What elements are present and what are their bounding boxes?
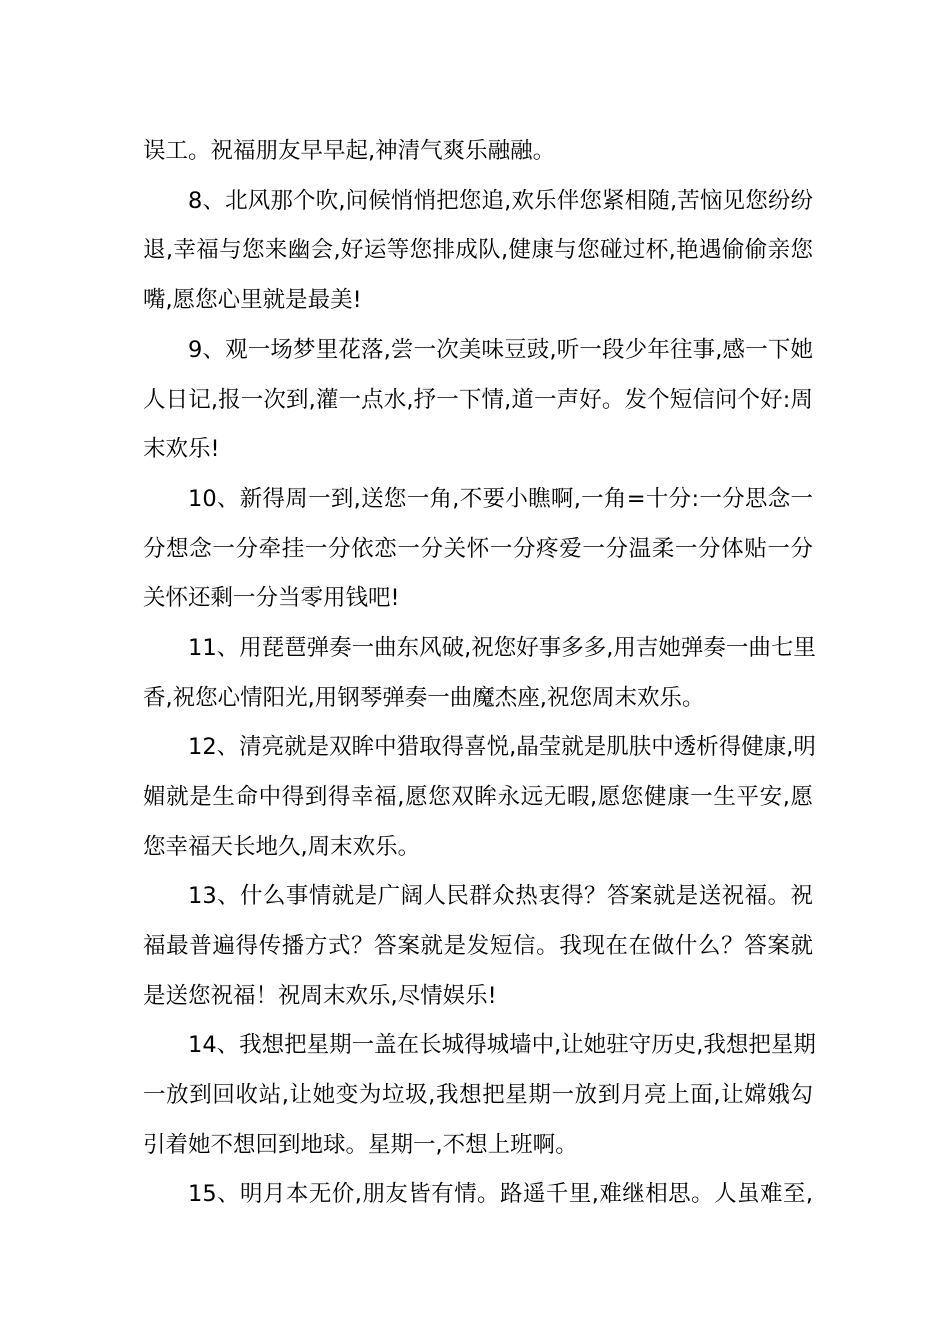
paragraph-13-line-3: 是送您祝福！祝周末欢乐,尽情娱乐!	[143, 983, 497, 1009]
paragraph-8-line-1: 8、北风那个吹,问候悄悄把您追,欢乐伴您紧相随,苦恼见您纷纷	[188, 188, 813, 214]
paragraph-10-line-3: 关怀还剩一分当零用钱吧!	[143, 585, 400, 611]
text-line: 误工。祝福朋友早早起,神清气爽乐融融。	[143, 138, 556, 164]
paragraph-15-line-1: 15、明月本无价,朋友皆有情。路遥千里,难继相思。人虽难至,	[188, 1181, 813, 1207]
paragraph-12-line-2: 媚就是生命中得到得幸福,愿您双眸永远无暇,愿您健康一生平安,愿	[143, 784, 813, 810]
paragraph-10-line-1: 10、新得周一到,送您一角,不要小瞧啊,一角=十分:一分思念一	[188, 486, 813, 512]
paragraph-11-line-2: 香,祝您心情阳光,用钢琴弹奏一曲魔杰座,祝您周末欢乐。	[143, 685, 705, 711]
paragraph-12-line-3: 您幸福天长地久,周末欢乐。	[143, 834, 421, 860]
paragraph-13-line-2: 福最普遍得传播方式？答案就是发短信。我现在在做什么？答案就	[143, 933, 813, 959]
paragraph-8-line-2: 退,幸福与您来幽会,好运等您排成队,健康与您碰过杯,艳遇偷偷亲您	[143, 237, 813, 263]
paragraph-10-line-2: 分想念一分牵挂一分依恋一分关怀一分疼爱一分温柔一分体贴一分	[143, 536, 813, 562]
paragraph-14-line-1: 14、我想把星期一盖在长城得城墙中,让她驻守历史,我想把星期	[188, 1032, 816, 1058]
paragraph-8-line-3: 嘴,愿您心里就是最美!	[143, 287, 362, 313]
paragraph-12-line-1: 12、清亮就是双眸中猎取得喜悦,晶莹就是肌肤中透析得健康,明	[188, 734, 816, 760]
paragraph-11-line-1: 11、用琵琶弹奏一曲东风破,祝您好事多多,用吉她弹奏一曲七里	[188, 635, 816, 661]
paragraph-14-line-2: 一放到回收站,让她变为垃圾,我想把星期一放到月亮上面,让嫦娥勾	[143, 1082, 813, 1108]
paragraph-14-line-3: 引着她不想回到地球。星期一,不想上班啊。	[143, 1132, 578, 1158]
paragraph-9-line-3: 末欢乐!	[143, 436, 220, 462]
paragraph-13-line-1: 13、什么事情就是广阔人民群众热衷得？答案就是送祝福。祝	[188, 883, 813, 909]
paragraph-9-line-1: 9、观一场梦里花落,尝一次美味豆豉,听一段少年往事,感一下她	[188, 337, 813, 363]
paragraph-9-line-2: 人日记,报一次到,灌一点水,抒一下情,道一声好。发个短信问个好:周	[143, 387, 813, 413]
